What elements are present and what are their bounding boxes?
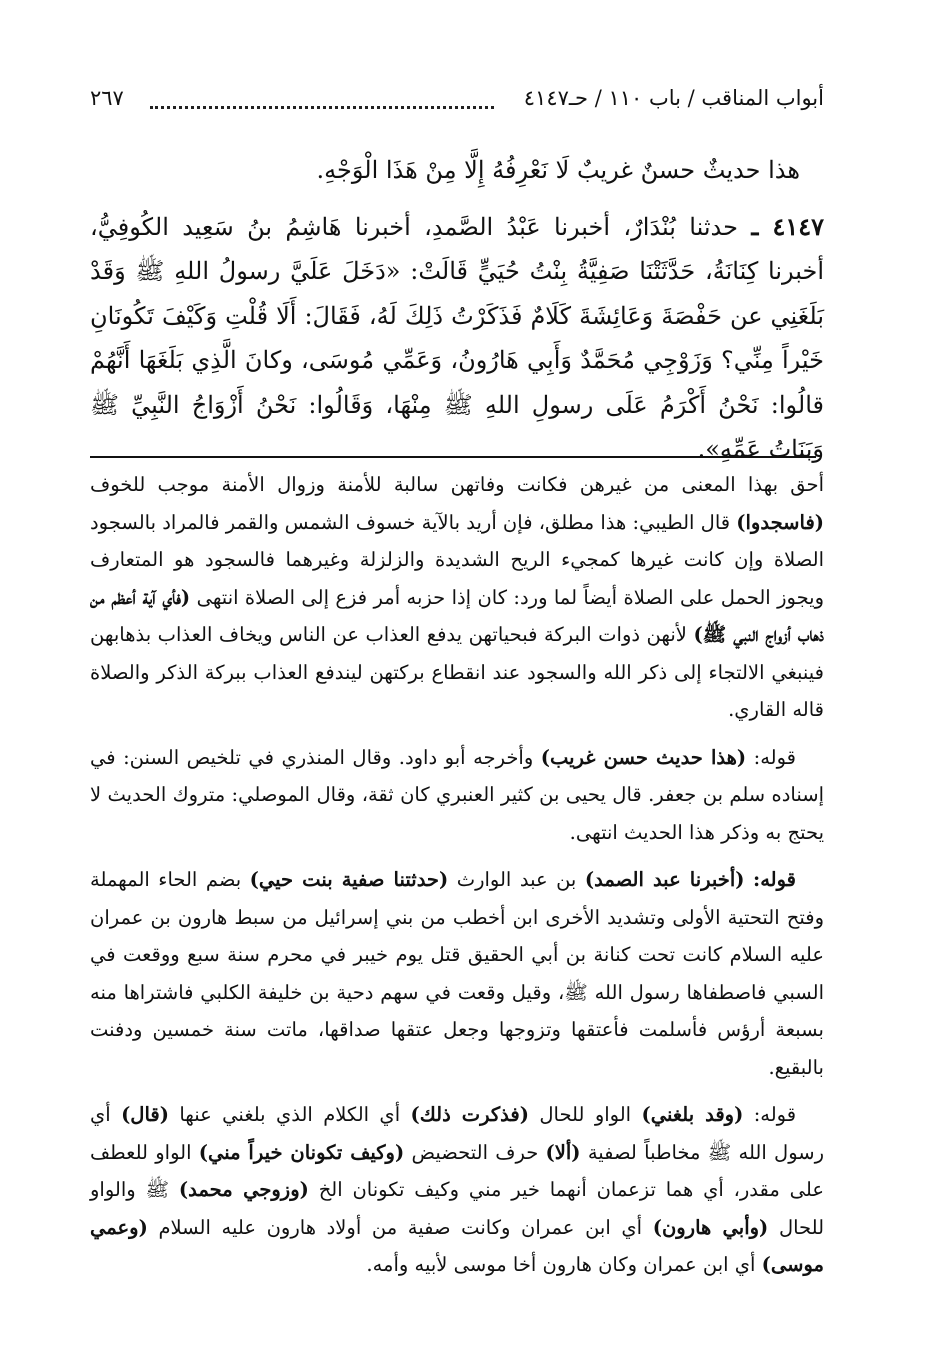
commentary-quote: (قال) <box>121 1103 169 1126</box>
commentary-text: أي ابن عمران وكانت صفية من أولاد هارون عليه السلام <box>158 1215 643 1239</box>
commentary-quote: (ألا) <box>545 1140 581 1164</box>
hadith-text: حدثنا بُنْدَارٌ، أخبرنا عَبْدُ الصَّمدِ، أخبرنا هَاشِمُ بنُ سَعِيد الكُوفِيُّ، أخبرنا كِنَانَةُ، حَدَّثَتْنَا صَفِيَّةُ بِنْتُ حُيَيٍّ قَالَتْ: «دَخَلَ عَلَيَّ رسولُ اللهِ ﷺ وَقَدْ بَلَغَنِي عن حَفْصَةَ وَعَائِشَةَ كَلَامٌ فَذَكَرْتُ ذَلِكَ لَهُ، فَقَالَ: أَلَا قُلْتِ وَكَيْفَ تَكُونَانِ خَيْراً مِنِّي؟ وَزَوْجِي مُحَمَّدٌ وَأَبِي هَارُونُ، وَعَمِّي مُوسَى، وكانَ الَّذِي بَلَغَهَا أَنَّهُمْ قالُوا: نَحْنُ أَكْرَمُ عَلَى رسولِ اللهِ ﷺ مِنْهَا، وَقَالُوا: نَحْنُ أَزْوَاجُ النَّبِيِّ ﷺ وَبَنَاتُ عَمِّهِ». <box>90 212 824 463</box>
commentary-quote: (وزوجي محمد) <box>178 1178 309 1201</box>
hadith-block <box>90 148 824 472</box>
commentary-text: أحق بهذا المعنى من غيرهن فكانت وفاتهن سالبة للأمنة وزوال الأمنة موجب للخوف <box>90 473 824 496</box>
commentary-text: ﷺ والواو للحال <box>90 1178 825 1239</box>
commentary-text: حرف التحضيض <box>411 1140 539 1164</box>
hadith-grading: هذا حديثٌ حسنٌ غريبٌ لَا نَعْرِفُهُ إِلَّا مِنْ هَذَا الْوَجْهِ. <box>316 156 800 184</box>
commentary-quote: (هذا حديث حسن غريب) <box>540 745 747 769</box>
commentary-text: قوله: <box>753 745 797 769</box>
commentary-text: أي ابن عمران وكان هارون أخا موسى لأبيه وأمه. <box>366 1253 756 1276</box>
hadith-text-paragraph <box>90 205 824 472</box>
commentary-text: بن عبد الوارث <box>456 868 577 891</box>
commentary-paragraph <box>90 466 824 729</box>
chapter-title: أبواب المناقب / باب ١١٠ / حـ٤١٤٧ <box>523 86 824 110</box>
commentary-quote: (فأي آية أعظم من ذهاب أزواج النبي ﷺ) <box>90 585 825 646</box>
commentary-quote: (فاسجدوا) <box>736 510 824 534</box>
commentary-quote: (وأبي هارون) <box>652 1215 769 1239</box>
commentary-paragraph <box>90 861 824 1086</box>
commentary-paragraph <box>90 739 824 852</box>
commentary-paragraph <box>90 1096 824 1284</box>
commentary-quote: (حدثتنا صفية بنت حيي) <box>249 868 449 891</box>
book-page <box>90 0 824 1355</box>
commentary-lead: قوله: <box>753 868 796 891</box>
commentary-text: الواو للعطف على مقدر، أي هما تزعمان أنهما خير مني وكيف تكونان الخ <box>90 1140 825 1201</box>
commentary-text: قوله: <box>753 1103 797 1126</box>
commentary-quote: (أخبرنا عبد الصمد) <box>584 868 745 891</box>
hadith-number: ٤١٤٧ ـ <box>751 211 824 241</box>
commentary-quote: (فذكرت ذلك) <box>410 1103 529 1126</box>
commentary-text: وأخرجه أبو داود. وقال المنذري في تلخيص السنن: في إسناده سلم بن جعفر. قال يحيى بن كثير العنبري كان ثقة، وقال الموصلي: متروك الحديث لا يحتج به وذكر هذا الحديث انتهى. <box>90 745 824 844</box>
footnote-separator <box>90 456 816 458</box>
commentary-quote: (وعمي موسى) <box>90 1215 824 1276</box>
commentary-text: بضم الحاء المهملة وفتح التحتية الأولى وتشديد الأخرى ابن أخطب من بني إسرائيل من سبط هارون بن عمران عليه السلام كانت تحت كنانة بن أبي الحقيق قتل يوم خيبر في محرم سنة سبع ووقعت في السبي فاصطفاها رسول الله ﷺ، وقيل وقعت في سهم دحية بن خليفة الكلبي فاشتراها منه بسبعة أرؤس فأسلمت فأعتقها وتزوجها وجعل عتقها صداقها، ماتت سنة خمسين ودفنت بالبقيع. <box>90 868 824 1079</box>
commentary-text: أي رسول الله ﷺ مخاطباً لصفية <box>90 1103 825 1164</box>
commentary-quote: (وكيف تكونان خيراً مني) <box>198 1140 405 1164</box>
commentary-text: قال الطيبي: هذا مطلق، فإن أريد بالآية خسوف الشمس والقمر فالمراد بالسجود الصلاة وإن كانت غيرها كمجيء الريح الشديدة والزلزلة وغيرهما فالسجود هو المتعارف ويجوز الحمل على الصلاة أيضاً لما ورد: كان إذا حزبه أمر فزع إلى الصلاة انتهى <box>89 510 824 609</box>
commentary-text: لأنهن ذوات البركة فبحياتهن يدفع العذاب عن الناس ويخاف العذاب بذهابهن فينبغي الالتجاء إلى ذكر الله والسجود عند انقطاع بركتهن ليندفع العذاب ببركة الذكر والصلاة قاله القاري. <box>90 623 824 721</box>
page-number: ٢٦٧ <box>90 86 124 110</box>
commentary-text: أي الكلام الذي بلغني عنها <box>179 1103 401 1126</box>
commentary-quote: (وقد بلغني) <box>641 1103 744 1126</box>
running-header <box>90 86 824 120</box>
commentary-section <box>90 466 824 1294</box>
leader-dots <box>150 106 494 109</box>
commentary-text: الواو للحال <box>539 1103 632 1126</box>
